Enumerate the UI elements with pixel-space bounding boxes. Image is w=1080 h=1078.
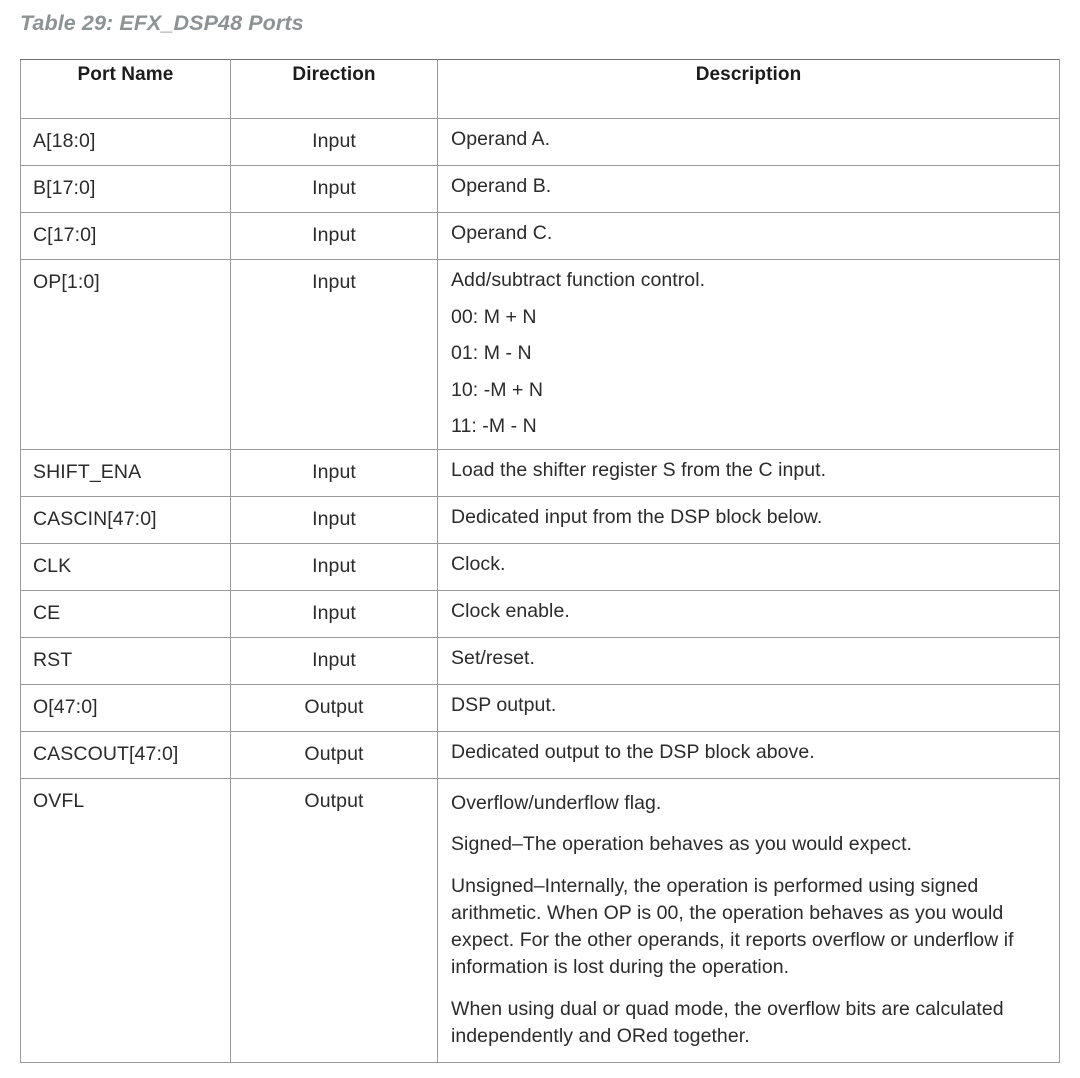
table-row: [21, 496, 1060, 543]
column-header-description: Description: [438, 60, 1060, 119]
cell-description: [438, 119, 1060, 166]
cell-port-name: CASCOUT[47:0]: [21, 731, 231, 778]
cell-port-name: RST: [21, 637, 231, 684]
cell-port-name: B[17:0]: [21, 166, 231, 213]
cell-direction: Input: [231, 496, 438, 543]
description-line: Operand A.: [451, 128, 551, 150]
cell-port-name: CLK: [21, 543, 231, 590]
table-row: [21, 213, 1060, 260]
cell-port-name: OVFL: [21, 778, 231, 1062]
description-line: 11: -M - N: [451, 415, 537, 437]
cell-port-name: CE: [21, 590, 231, 637]
cell-description: [438, 778, 1060, 1062]
description-line: Operand C.: [451, 222, 553, 244]
description-line: Load the shifter register S from the C input.: [451, 458, 827, 481]
description-paragraph: Signed–The operation behaves as you would expect.: [451, 833, 913, 856]
cell-port-name: OP[1:0]: [21, 260, 231, 450]
description-line: Operand B.: [451, 175, 552, 197]
cell-description: [438, 496, 1060, 543]
description-line: 00: M + N: [451, 305, 537, 328]
table-row: [21, 637, 1060, 684]
cell-direction: Output: [231, 778, 438, 1062]
cell-direction: Output: [231, 731, 438, 778]
description-line: Clock.: [451, 552, 506, 575]
cell-description: [438, 260, 1060, 450]
cell-direction: Input: [231, 260, 438, 450]
description-line: Dedicated input from the DSP block below.: [451, 505, 823, 528]
description-line: Dedicated output to the DSP block above.: [451, 740, 815, 763]
description-line: Clock enable.: [451, 599, 570, 622]
table-row: [21, 449, 1060, 496]
table-row: [21, 778, 1060, 1062]
description-line: 10: -M + N: [451, 378, 544, 401]
efx-dsp48-ports-table: [20, 59, 1060, 1063]
cell-direction: Input: [231, 637, 438, 684]
table-header-row: [21, 60, 1060, 119]
table-body: [21, 119, 1060, 1063]
table-header: [21, 60, 1060, 119]
table-row: [21, 684, 1060, 731]
cell-direction: Input: [231, 119, 438, 166]
cell-description: [438, 590, 1060, 637]
description-paragraph: When using dual or quad mode, the overflow bits are calculated independently and ORed together.: [451, 997, 1004, 1047]
cell-direction: Output: [231, 684, 438, 731]
cell-description: [438, 637, 1060, 684]
description-paragraph: Unsigned–Internally, the operation is performed using signed arithmetic. When OP is 00, the operation behaves as you would expect. For the other operands, it reports overflow or underflow if information is lost during the operation.: [451, 875, 1014, 979]
column-header-direction: Direction: [231, 60, 438, 119]
cell-direction: Input: [231, 449, 438, 496]
cell-direction: Input: [231, 166, 438, 213]
table-caption: Table 29: EFX_DSP48 Ports: [20, 11, 304, 35]
cell-port-name: A[18:0]: [21, 119, 231, 166]
cell-description: [438, 449, 1060, 496]
table-row: [21, 543, 1060, 590]
cell-direction: Input: [231, 590, 438, 637]
table-row: [21, 119, 1060, 166]
description-line: 01: M - N: [451, 342, 532, 364]
description-line: Add/subtract function control.: [451, 269, 706, 291]
cell-description: [438, 213, 1060, 260]
table-row: [21, 590, 1060, 637]
description-paragraph: Overflow/underflow flag.: [451, 791, 662, 814]
cell-port-name: CASCIN[47:0]: [21, 496, 231, 543]
table-row: [21, 731, 1060, 778]
cell-direction: Input: [231, 213, 438, 260]
cell-description: [438, 684, 1060, 731]
table-row: [21, 260, 1060, 450]
description-line: DSP output.: [451, 693, 557, 716]
cell-port-name: O[47:0]: [21, 684, 231, 731]
cell-port-name: C[17:0]: [21, 213, 231, 260]
cell-description: [438, 166, 1060, 213]
cell-description: [438, 543, 1060, 590]
cell-description: [438, 731, 1060, 778]
cell-port-name: SHIFT_ENA: [21, 449, 231, 496]
column-header-port-name: Port Name: [21, 60, 231, 119]
table-row: [21, 166, 1060, 213]
cell-direction: Input: [231, 543, 438, 590]
description-line: Set/reset.: [451, 646, 535, 669]
